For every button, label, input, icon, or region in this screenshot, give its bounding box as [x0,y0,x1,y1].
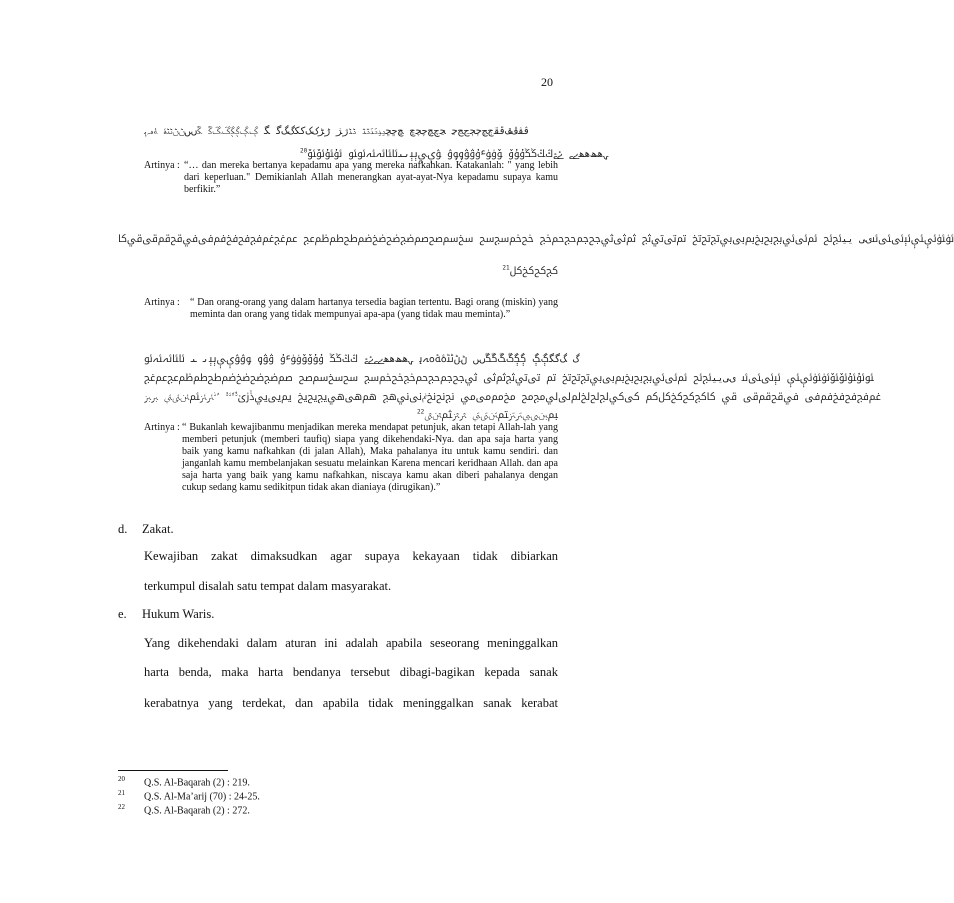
page-number: 20 [541,75,553,89]
translation-label: Artinya : [144,422,180,433]
footnote-mark: 20 [300,147,308,155]
translation-text: “ Bukanlah kewajibanmu menjadikan mereka mendapat petunjuk, akan tetapi Allah-lah yang memberi petunjuk (memberi taufiq) siapa yang dikehendaki-Nya. dan apa saja harta yang baik yang kamu nafkahkan (di jalan Allah), Maka pahalanya itu untuk kamu sendiri. dan janganlah kamu membelanjakan sesuatu melainkan Karena mencari keridhaan Allah. dan apa saja harta yang baik yang kamu nafkahkan, niscaya kamu akan diberi pahalanya dengan cukup sedang kamu sedikitpun tidak akan dianiaya (dirugikan).” [182,422,558,493]
footnote-text: Q.S. Al-Ma’arij (70) : 24-25. [144,791,260,803]
translation-block [144,422,558,494]
translation-block [144,297,558,321]
paragraph-line: terkumpul disalah satu tempat dalam masyarakat. [144,579,392,593]
section-title: Hukum Waris. [142,607,215,621]
footnote-text: Q.S. Al-Baqarah (2) : 272. [144,805,250,817]
footnote-mark: 22 [416,408,425,416]
paragraph-line: harta benda, maka harta bendanya tersebut dibagi-bagikan kepada sanak [144,665,558,679]
paragraph-line: kerabatnya yang terdekat, dan apabila tidak meninggalkan sanak kerabat [144,696,558,710]
footnote [118,775,250,788]
section-letter: d. [118,522,128,536]
paragraph-line: Kewajiban zakat dimaksudkan agar supaya kekayaan tidak dibiarkan [144,549,558,563]
arabic-verse-line: ﯯﯰﯱﯲﯳﯴﯵﯶﯷ ﯸﯹﯺﯻ ﯼﯽﯾﯿﰀﰁ ﰂﰃﰄﰅﰆﰇﰈﰉﰊﰋﰌﰍ ﰎ ﰏﰐﰑﰒﰓ ﰔﰕﰖﰗﰘﰙﰚﰛﰜ ﰝﰞﰟﰠ ﰡﰢﰣﰤﰥﰦﰧﰨﰩﰪﰫ [144,373,874,384]
translation-block [144,160,558,196]
footnote-number: 20 [118,775,125,783]
footnote-text: Q.S. Al-Baqarah (2) : 219. [144,777,250,789]
arabic-verse-line [480,262,558,281]
footnote-number: 21 [118,789,125,797]
section-letter: e. [118,607,127,621]
translation-label: Artinya : [144,160,180,171]
section-title: Zakat. [142,522,174,536]
translation-text: “ Dan orang-orang yang dalam hartanya tersedia bagian tertentu. Bagi orang (miskin) yang meminta dan orang yang tidak mempunyai apa-apa (yang tidak mau meminta).” [190,297,558,320]
footnote [118,803,250,816]
paragraph-line: Yang dikehendaki dalam aturan ini adalah apabila seseorang meninggalkan [144,636,558,650]
arabic-verse-line: ﰬﰭﰮﰯﰰﰱ ﰲﰳﰴﰵ ﰶ ﰷﰸﰹﰺﰻﰼ ﰽﰾﰿﱀﱁﱂﱃﱄﱅﱆ ﱇﱈﱉﱊ ﱋﱌﱍﱎﱏﱐﱑ ﱒﱓﱔﱕﱖﱗ ﱘﱙﱚﱛﱜﱝﱞﱟﱠﱡ ﱢﱣﱤﱥﱦﱧﱨﱩ ﱪﱫ [144,392,881,403]
footnote [118,789,260,802]
footnote-number: 22 [118,803,125,811]
arabic-verse-text: ﮩﮪﮫﮬﮭﮮﮯ ﮰﮱﯓﯔﯕﯖﯗﯘﯙ ﯚﯛﯜﯝﯞﯟﯠﯡﯢ ﯣﯤﯥﯦﯧﯨﯩﯪﯫﯬﯭﯮﯯ ﯰﯱﯲﯳ [307,149,609,160]
arabic-verse-line: ﮒ ﮓﮔﮕﮖﮗ ﮘﮙﮚﮛﮜﮝﮞﮟ ﮠﮡﮢﮣﮤﮥﮦﮧﮨ ﮩﮪﮫﮬﮭﮮﮯﮰﮱ ﯓﯔﯕﯖ ﯗﯘﯙﯚﯛﯜﯝ ﯞﯟﯠ ﯡﯢﯣﯤﯥﯦﯧﯨ ﯩ ﯪﯫﯬﯭﯮ [144,354,579,365]
section-heading-zakat [118,522,174,537]
arabic-verse-line: ﭬﭭﭮﭯﭰﭱﭲﭳﭴﭵﭶﭷﭸ ﭹﭺﭻﭼﭽﭾ ﭿﮀﮁﮂﮃﮄﮅﮆﮇ ﮈﮉﮊﮋ ﮌﮍﮎﮏﮐﮑﮒﮓﮔ ﮕ ﮖﮗﮘﮙﮚﮛﮜ ﮝﮞﮟﮠﮡﮢﮣﮤ ﮥﮦﮧﮨ [144,126,530,137]
footnote-divider [118,770,228,771]
footnote-mark: 21 [502,264,510,272]
translation-text: “… dan mereka bertanya kepadamu apa yang mereka nafkahkan. Katakanlah: " yang lebih dari keperluan." Demikianlah Allah menerangkan ayat-ayat-Nya kepadamu supaya kamu berfikir.” [184,160,558,195]
arabic-verse-text: ﱬﱭﱮﱯﱰﱱﱲﱳﱴﱵ ﱶﱷﱸﱹﱺ [424,410,558,421]
section-heading-hukum-waris [118,607,214,622]
translation-label: Artinya : [144,297,180,308]
arabic-verse-line: ﯴﯵﯶﯷﯸﯹﯺﯻﯼﯽ ﯾﯿﰀﰁ ﰂﰃﰄﰅﰆﰇﰈﰉﰊﰋﰌﰍ ﰎﰏﰐﰑ ﰒﰓﰔﰕﰖﰗﰘﰙ ﰚﰛﰜﰝ ﰞﰟﰠﰡﰢﰣﰤﰥﰦﰧﰨﰩ ﰪﰫﰬﰭﰮﰯﰰﰱﰲﰳﰴﰵﰶﰷ [118,234,954,245]
arabic-verse-text: ﰸﰹﰺﰻ [509,266,558,277]
